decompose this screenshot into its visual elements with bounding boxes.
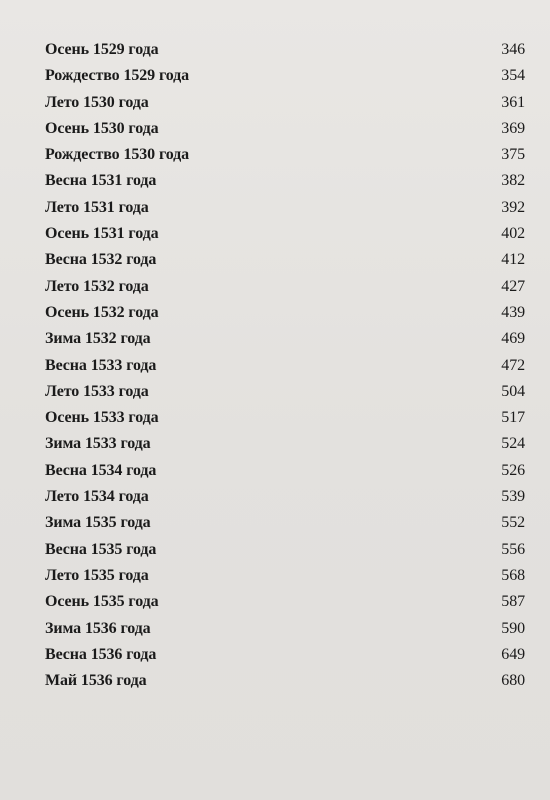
- toc-entry: [45, 350, 525, 376]
- toc-entry-title: Весна 1534 года: [45, 461, 157, 479]
- toc-entry: [45, 192, 525, 218]
- toc-entry-page-number: 382: [501, 172, 525, 190]
- toc-entry-title: Весна 1536 года: [45, 645, 157, 663]
- toc-entry: [45, 323, 525, 349]
- toc-dot-leader: [165, 34, 495, 54]
- toc-entry: [45, 271, 525, 297]
- toc-dot-leader: [165, 586, 495, 606]
- toc-entry: [45, 402, 525, 428]
- toc-entry-title: Зима 1536 года: [45, 619, 151, 637]
- toc-entry-page-number: 587: [501, 593, 525, 611]
- toc-entry-title: Рождество 1529 года: [45, 67, 190, 85]
- toc-entry-page-number: 539: [501, 488, 525, 506]
- toc-entry-page-number: 472: [501, 356, 525, 374]
- toc-entry-page-number: 680: [501, 672, 525, 690]
- toc-entry-page-number: 526: [501, 461, 525, 479]
- toc-entry-title: Лето 1532 года: [45, 277, 149, 295]
- toc-entry-title: Осень 1530 года: [45, 119, 159, 137]
- toc-entry: [45, 165, 525, 191]
- toc-entry: [45, 244, 525, 270]
- toc-entry: [45, 34, 525, 60]
- toc-entry-title: Осень 1532 года: [45, 303, 159, 321]
- table-of-contents: [45, 34, 525, 691]
- toc-entry-page-number: 439: [501, 303, 525, 321]
- toc-entry-page-number: 590: [501, 619, 525, 637]
- toc-entry-page-number: 427: [501, 277, 525, 295]
- toc-dot-leader: [165, 402, 495, 422]
- toc-dot-leader: [165, 113, 495, 133]
- toc-dot-leader: [157, 613, 495, 633]
- toc-dot-leader: [195, 60, 495, 80]
- toc-entry-title: Лето 1535 года: [45, 566, 149, 584]
- toc-entry-title: Зима 1532 года: [45, 330, 151, 348]
- toc-entry-title: Весна 1531 года: [45, 172, 157, 190]
- toc-entry-page-number: 361: [501, 93, 525, 111]
- toc-entry: [45, 60, 525, 86]
- toc-entry-page-number: 568: [501, 566, 525, 584]
- toc-entry: [45, 139, 525, 165]
- toc-entry-page-number: 354: [501, 67, 525, 85]
- toc-dot-leader: [165, 297, 495, 317]
- toc-dot-leader: [155, 481, 495, 501]
- toc-dot-leader: [155, 87, 495, 107]
- toc-entry-page-number: 469: [501, 330, 525, 348]
- toc-entry: [45, 87, 525, 113]
- toc-entry: [45, 560, 525, 586]
- toc-dot-leader: [162, 639, 495, 659]
- toc-entry-page-number: 556: [501, 540, 525, 558]
- toc-entry-page-number: 504: [501, 382, 525, 400]
- toc-dot-leader: [162, 165, 495, 185]
- toc-dot-leader: [162, 244, 495, 264]
- toc-entry-page-number: 524: [501, 435, 525, 453]
- toc-entry: [45, 455, 525, 481]
- toc-entry-page-number: 402: [501, 225, 525, 243]
- toc-dot-leader: [157, 507, 495, 527]
- toc-entry: [45, 428, 525, 454]
- toc-dot-leader: [155, 560, 495, 580]
- toc-dot-leader: [153, 665, 495, 685]
- toc-entry-page-number: 346: [501, 41, 525, 58]
- toc-entry-title: Лето 1533 года: [45, 382, 149, 400]
- toc-entry-title: Весна 1535 года: [45, 540, 157, 558]
- toc-entry-title: Лето 1534 года: [45, 488, 149, 506]
- toc-dot-leader: [155, 376, 495, 396]
- toc-entry-title: Май 1536 года: [45, 672, 147, 690]
- toc-dot-leader: [162, 350, 495, 370]
- toc-dot-leader: [162, 534, 495, 554]
- toc-dot-leader: [157, 428, 495, 448]
- toc-dot-leader: [155, 271, 495, 291]
- toc-entry: [45, 481, 525, 507]
- toc-dot-leader: [165, 218, 495, 238]
- toc-entry: [45, 376, 525, 402]
- toc-entry-title: Осень 1529 года: [45, 41, 159, 58]
- toc-entry-page-number: 392: [501, 198, 525, 216]
- toc-entry: [45, 639, 525, 665]
- toc-entry-title: Зима 1535 года: [45, 514, 151, 532]
- toc-entry: [45, 113, 525, 139]
- toc-entry-title: Осень 1533 года: [45, 409, 159, 427]
- toc-dot-leader: [162, 455, 495, 475]
- toc-entry: [45, 665, 525, 691]
- toc-dot-leader: [195, 139, 495, 159]
- toc-entry: [45, 613, 525, 639]
- toc-entry-page-number: 649: [501, 645, 525, 663]
- toc-entry-page-number: 375: [501, 146, 525, 164]
- toc-entry-title: Зима 1533 года: [45, 435, 151, 453]
- toc-entry: [45, 586, 525, 612]
- toc-entry-page-number: 412: [501, 251, 525, 269]
- toc-entry-title: Осень 1531 года: [45, 225, 159, 243]
- toc-entry-title: Осень 1535 года: [45, 593, 159, 611]
- toc-entry-title: Лето 1530 года: [45, 93, 149, 111]
- toc-entry-title: Весна 1532 года: [45, 251, 157, 269]
- toc-entry: [45, 507, 525, 533]
- toc-entry-title: Лето 1531 года: [45, 198, 149, 216]
- toc-entry: [45, 297, 525, 323]
- toc-entry-title: Весна 1533 года: [45, 356, 157, 374]
- toc-entry-title: Рождество 1530 года: [45, 146, 190, 164]
- toc-dot-leader: [157, 323, 495, 343]
- toc-entry-page-number: 369: [501, 119, 525, 137]
- toc-entry: [45, 218, 525, 244]
- toc-dot-leader: [155, 192, 495, 212]
- toc-entry-page-number: 552: [501, 514, 525, 532]
- toc-entry-page-number: 517: [501, 409, 525, 427]
- toc-entry: [45, 534, 525, 560]
